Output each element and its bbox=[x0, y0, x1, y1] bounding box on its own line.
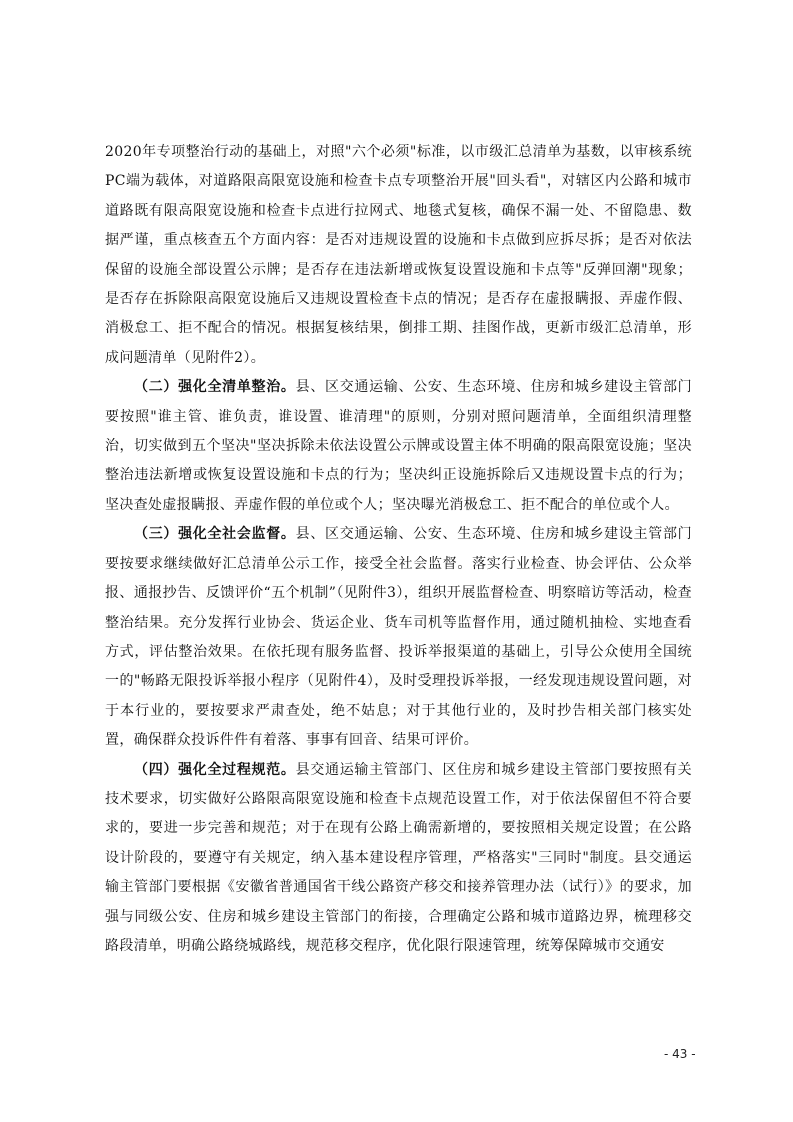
paragraph-process-standardization bbox=[105, 756, 692, 962]
paragraph-review-continuation bbox=[105, 138, 692, 373]
body-text bbox=[105, 138, 692, 961]
section-heading: （四）强化全过程规范。 bbox=[134, 761, 296, 778]
paragraph-text: 县交通运输主管部门、区住房和城乡建设主管部门要按照有关技术要求，切实做好公路限高限宽设施和检查卡点规范设置工作，对于依法保留但不符合要求的，要进一步完善和规范；对于在现有公路上确需新增的，要按照相关规定设置；在公路设计阶段的，要遵守有关规定，纳入基本建设程序管理，严格落实"三同时"制度。县交通运输主管部门要根据《安徽省普通国省干线公路资产移交和接养管理办法（试行）》的要求，加强与同级公安、住房和城乡建设主管部门的衔接，合理确定公路和城市道路边界，梳理移交路段清单，明确公路绕城路线，规范移交程序，优化限行限速管理，统筹保障城市交通安 bbox=[105, 761, 692, 954]
paragraph-social-supervision bbox=[105, 520, 692, 755]
section-heading: （三）强化全社会监督。 bbox=[134, 526, 296, 543]
paragraph-text: 2020年专项整治行动的基础上，对照"六个必须"标准，以市级汇总清单为基数，以审核系统PC端为载体，对道路限高限宽设施和检查卡点专项整治开展"回头看"，对辖区内公路和城市道路既有限高限宽设施和检查卡点进行拉网式、地毯式复核，确保不漏一处、不留隐患、数据严谨，重点核查五个方面内容：是否对违规设置的设施和卡点做到应拆尽拆；是否对依法保留的设施全部设置公示牌；是否存在违法新增或恢复设置设施和卡点等"反弹回潮"现象；是否存在拆除限高限宽设施后又违规设置检查卡点的情况；是否存在虚报瞒报、弄虚作假、消极怠工、拒不配合的情况。根据复核结果，倒排工期、挂图作战，更新市级汇总清单，形成问题清单（见附件2）。 bbox=[105, 144, 692, 366]
page-number: - 43 - bbox=[664, 1047, 696, 1061]
paragraph-text: 县、区交通运输、公安、生态环境、住房和城乡建设主管部门要按要求继续做好汇总清单公示工作，接受全社会监督。落实行业检查、协会评估、公众举报、通报抄告、反馈评价“五个机制”（见附件3），组织开展监督检查、明察暗访等活动，检查整治结果。充分发挥行业协会、货运企业、货车司机等监督作用，通过随机抽检、实地查看方式，评估整治效果。在依托现有服务监督、投诉举报渠道的基础上，引导公众使用全国统一的"畅路无限投诉举报小程序（见附件4），及时受理投诉举报，一经发现违规设置问题，对于本行业的，要按要求严肃查处，绝不姑息；对于其他行业的，及时抄告相关部门核实处置，确保群众投诉件件有着落、事事有回音、结果可评价。 bbox=[105, 526, 692, 749]
paragraph-list-rectification bbox=[105, 373, 692, 520]
section-heading: （二）强化全清单整治。 bbox=[134, 379, 296, 396]
paragraph-text: 县、区交通运输、公安、生态环境、住房和城乡建设主管部门要按照"谁主管、谁负责，谁设置、谁清理"的原则，分别对照问题清单，全面组织清理整治，切实做到五个坚决"坚决拆除未依法设置公示牌或设置主体不明确的限高限宽设施；坚决整治违法新增或恢复设置设施和卡点的行为；坚决纠正设施拆除后又违规设置卡点的行为；坚决查处虚报瞒报、弄虚作假的单位或个人；坚决曝光消极怠工、拒不配合的单位或个人。 bbox=[105, 379, 692, 513]
